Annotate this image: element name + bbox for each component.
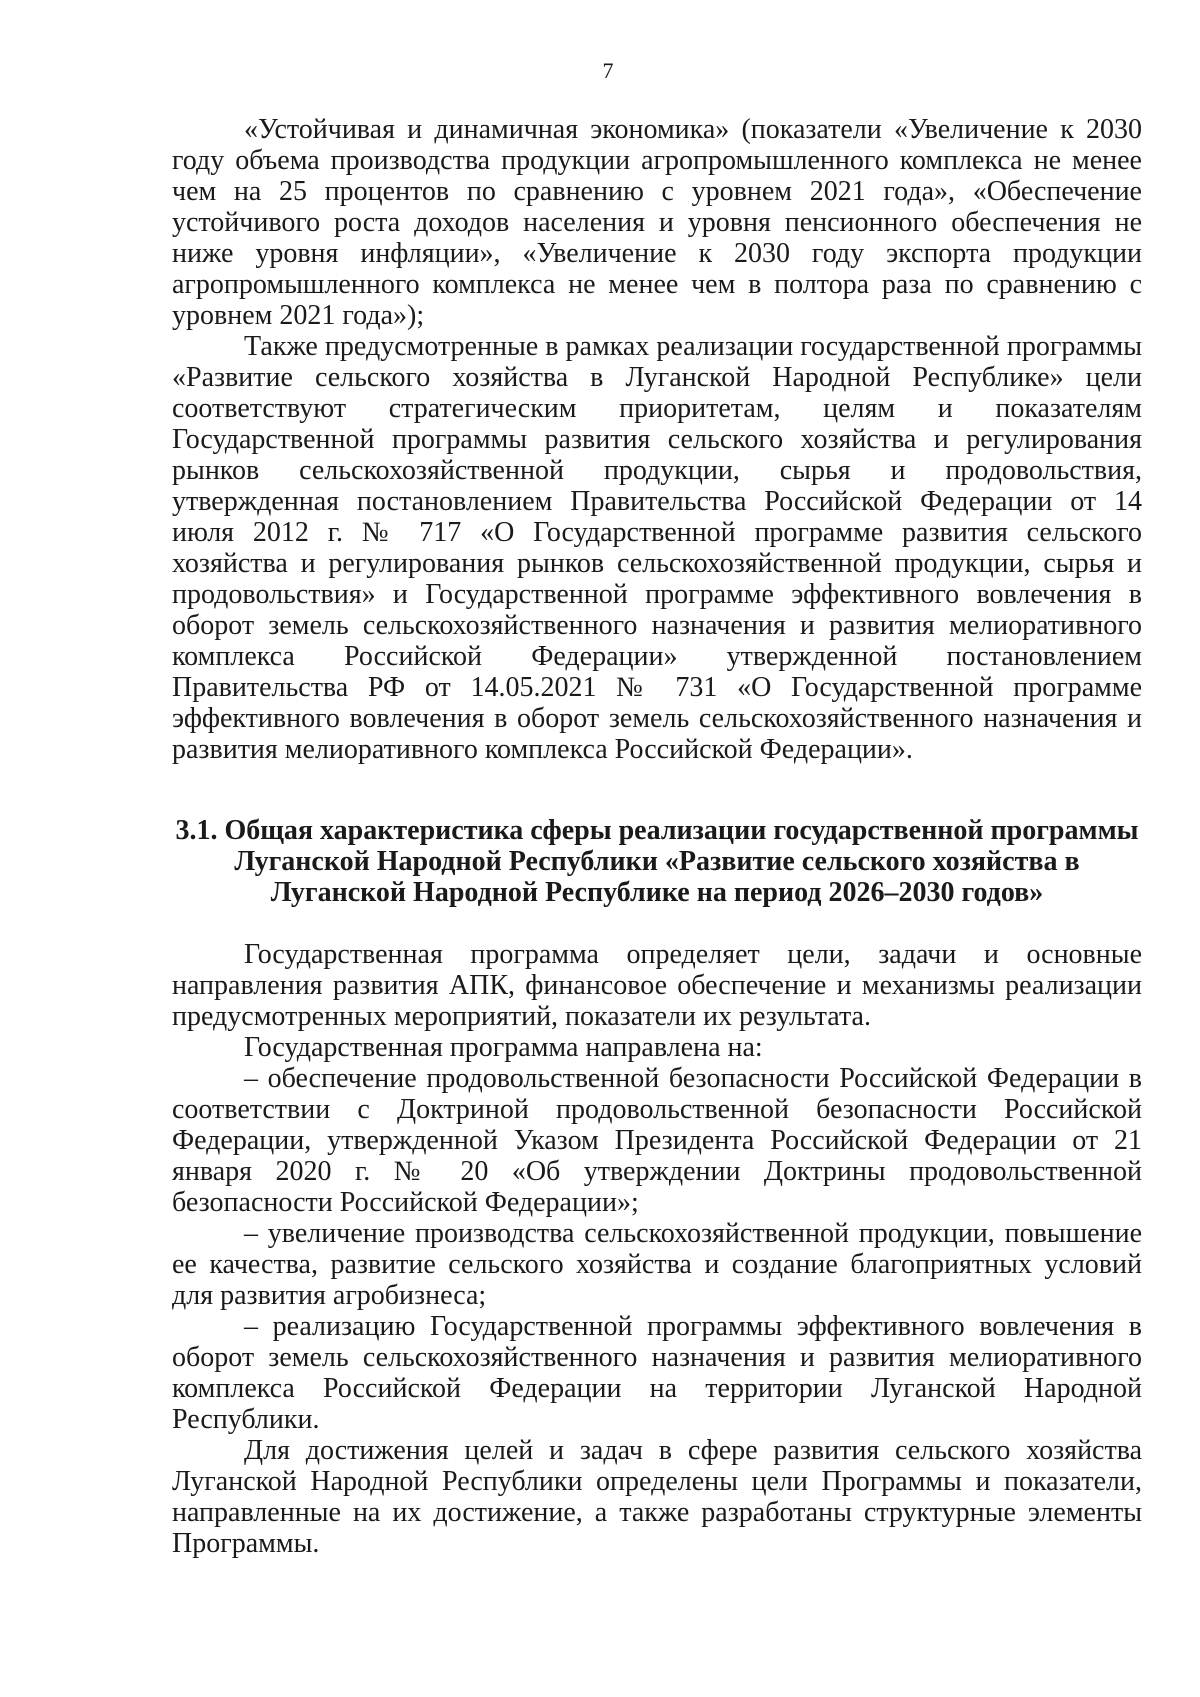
list-item: – реализацию Государственной программы эффективного вовлечения в оборот земель сельскохозяйственного назначения и развития мелиоративного комплекса Российской Федерации на территории Луганской Народной Республики. bbox=[172, 1311, 1142, 1435]
page-number: 7 bbox=[602, 58, 614, 83]
list-item: – увеличение производства сельскохозяйственной продукции, повышение ее качества, развитие сельского хозяйства и создание благоприятных условий для развития агробизнеса; bbox=[172, 1218, 1142, 1311]
paragraph: Для достижения целей и задач в сфере развития сельского хозяйства Луганской Народной Республики определены цели Программы и показатели, направленные на их достижение, а также разработаны структурные элементы Программы. bbox=[172, 1435, 1142, 1559]
paragraph: Также предусмотренные в рамках реализации государственной программы «Развитие сельского хозяйства в Луганской Народной Республике» цели соответствуют стратегическим приоритетам, целям и показателям Государственной программы развития сельского хозяйства и регулирования рынков сельскохозяйственной продукции, сырья и продовольствия, утвержденная постановлением Правительства Российской Федерации от 14 июля 2012 г. № 717 «О Государственной программе развития сельского хозяйства и регулирования рынков сельскохозяйственной продукции, сырья и продовольствия» и Государственной программе эффективного вовлечения в оборот земель сельскохозяйственного назначения и развития мелиоративного комплекса Российской Федерации» утвержденной постановлением Правительства РФ от 14.05.2021 № 731 «О Государственной программе эффективного вовлечения в оборот земель сельскохозяйственного назначения и развития мелиоративного комплекса Российской Федерации». bbox=[172, 331, 1142, 765]
text-block-after-heading bbox=[172, 939, 1142, 1559]
list-item: – обеспечение продовольственной безопасности Российской Федерации в соответствии с Доктриной продовольственной безопасности Российской Федерации, утвержденной Указом Президента Российской Федерации от 21 января 2020 г. № 20 «Об утверждении Доктрины продовольственной безопасности Российской Федерации»; bbox=[172, 1063, 1142, 1218]
paragraph: «Устойчивая и динамичная экономика» (показатели «Увеличение к 2030 году объема производства продукции агропромышленного комплекса не менее чем на 25 процентов по сравнению с уровнем 2021 года», «Обеспечение устойчивого роста доходов населения и уровня пенсионного обеспечения не ниже уровня инфляции», «Увеличение к 2030 году экспорта продукции агропромышленного комплекса не менее чем в полтора раза по сравнению с уровнем 2021 года»); bbox=[172, 114, 1142, 331]
paragraph: Государственная программа направлена на: bbox=[244, 1032, 763, 1063]
text-block-before-heading bbox=[172, 114, 1142, 765]
paragraph: Государственная программа определяет цели, задачи и основные направления развития АПК, финансовое обеспечение и механизмы реализации предусмотренных мероприятий, показатели их результата. bbox=[172, 939, 1142, 1032]
section-heading: 3.1. Общая характеристика сферы реализации государственной программы Луганской Народной Республики «Развитие сельского хозяйства в Луганской Народной Республике на период 2026–2030 годов» bbox=[175, 815, 1139, 908]
